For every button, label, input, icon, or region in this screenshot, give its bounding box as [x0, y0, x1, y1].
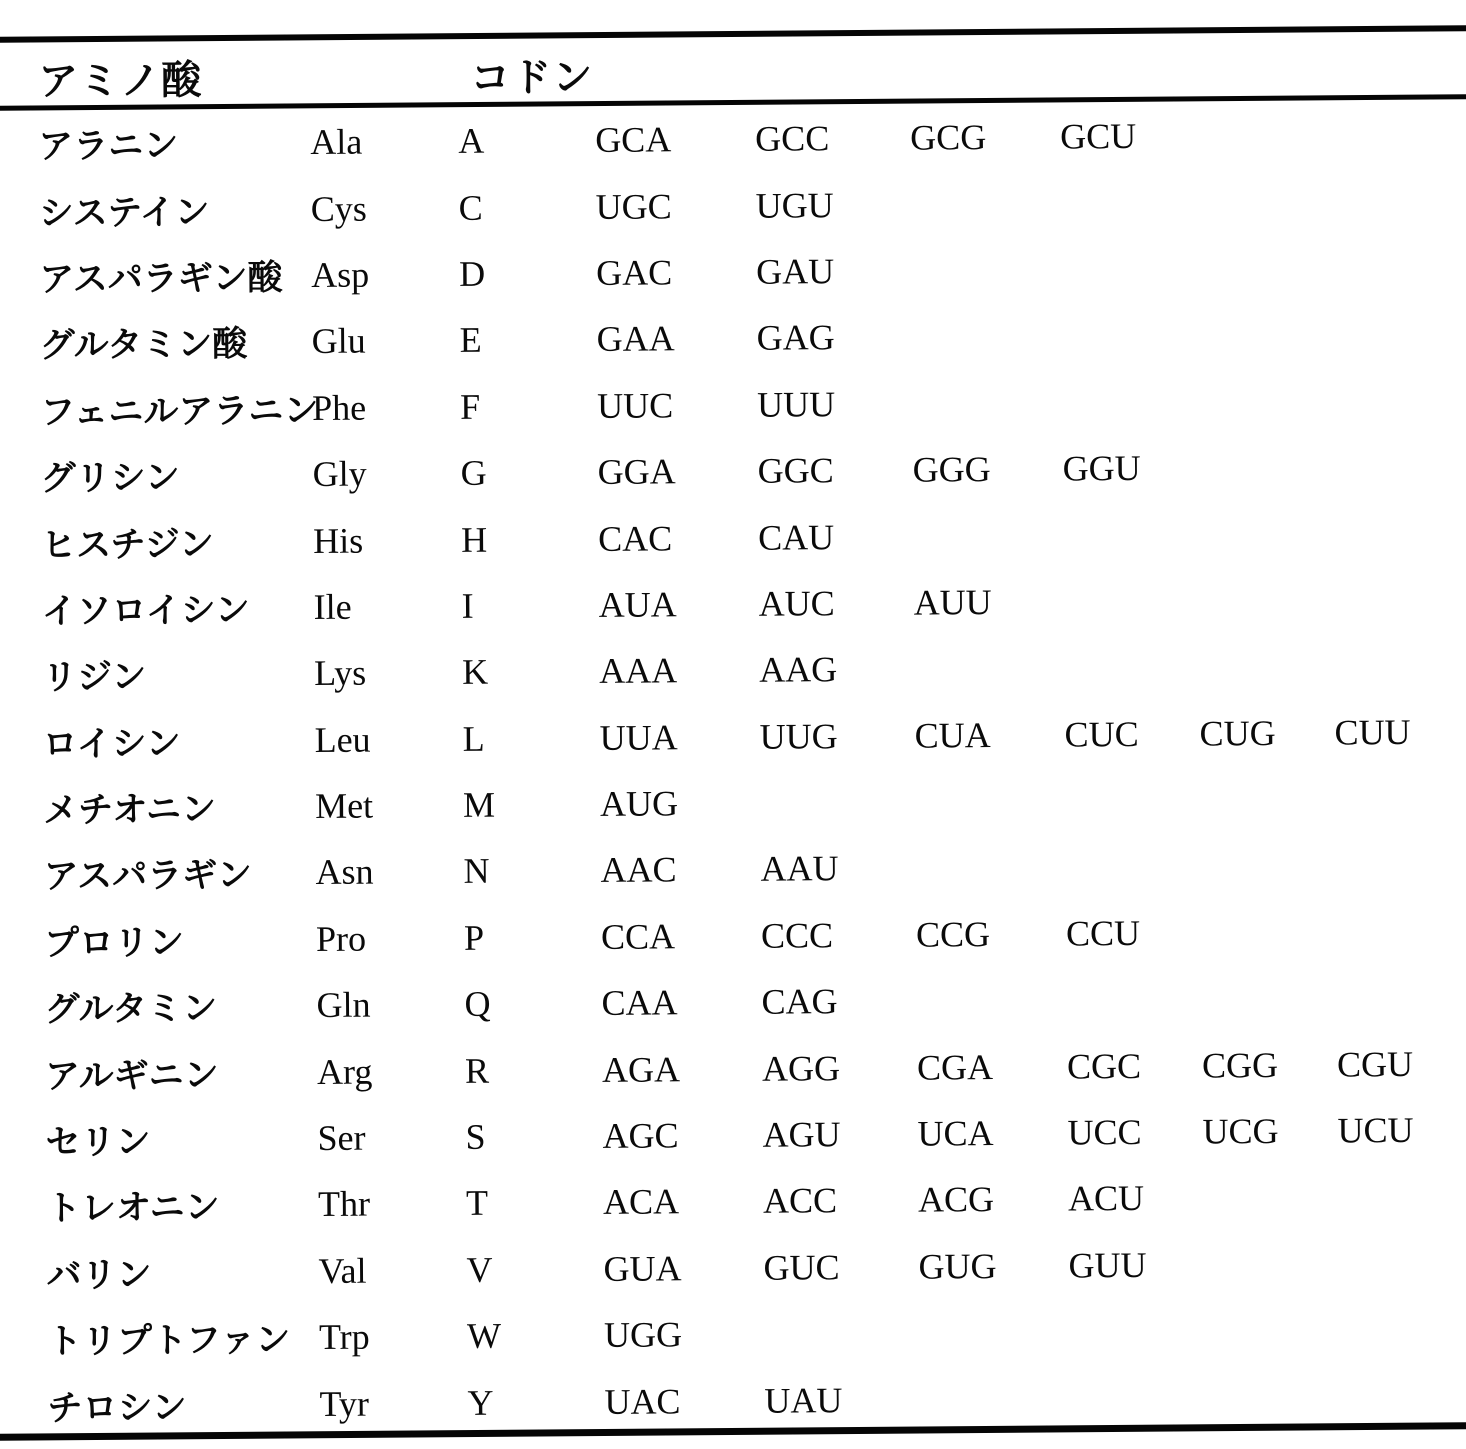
amino-acid-row [42, 698, 1466, 775]
codon-cell: CUG [1199, 712, 1276, 754]
amino-acid-name-jp: トリプトファン [46, 1320, 291, 1362]
amino-acid-code-3letter: Ile [313, 586, 352, 627]
codon-cell: CCG [915, 913, 991, 955]
amino-acid-code-3letter: Gly [312, 453, 367, 495]
codon-cell: CGG [1201, 1044, 1279, 1086]
amino-acid-code-3letter: Ala [310, 121, 363, 163]
codon-cell: AGU [762, 1114, 841, 1155]
codon-cell: AAC [600, 849, 677, 891]
codon-cell [1335, 798, 1466, 799]
amino-acid-row [46, 1229, 1466, 1306]
codon-cell: CCU [1065, 912, 1141, 954]
codon-cell: GUC [763, 1246, 840, 1288]
codon-cell: AAA [598, 650, 678, 692]
amino-acid-code-3letter: His [313, 520, 364, 561]
codon-cell [1336, 930, 1466, 931]
amino-acid-row [45, 1096, 1466, 1173]
codon-cell: UCG [1202, 1110, 1279, 1152]
codon-cell [1061, 202, 1196, 203]
codon-cell [1066, 866, 1201, 867]
codon-cell [1199, 666, 1334, 667]
codon-cell [1198, 467, 1333, 468]
amino-acid-code-3letter: Arg [316, 1051, 373, 1092]
amino-acid-row [40, 432, 1466, 509]
amino-acid-name-jp: プロリン [43, 922, 185, 963]
codon-cell: AGG [761, 1047, 841, 1089]
codon-cell: ACC [762, 1180, 838, 1222]
codon-cell [1200, 799, 1335, 800]
codon-cell [1062, 335, 1197, 336]
amino-acid-code-1letter: P [463, 917, 485, 958]
codon-cell: GUG [918, 1245, 997, 1287]
codon-cell [1337, 997, 1466, 998]
codon-cell: ACA [602, 1181, 680, 1223]
amino-acid-name-jp: アラニン [38, 126, 179, 167]
codon-cell [1069, 1397, 1204, 1398]
codon-cell: GCA [595, 119, 672, 161]
amino-acid-code-1letter: Q [464, 983, 491, 1025]
amino-acid-code-3letter: Tyr [319, 1383, 370, 1424]
codon-cell [1198, 533, 1333, 534]
codon-cell: UUG [759, 715, 838, 757]
codon-cell [1331, 200, 1466, 201]
amino-acid-name-jp: トレオニン [45, 1188, 220, 1229]
amino-acid-row [39, 300, 1466, 377]
table-header-row [0, 39, 1466, 102]
codon-cell: AUC [758, 583, 835, 624]
amino-acid-code-1letter: A [458, 120, 485, 162]
codon-cell [1196, 201, 1331, 202]
codon-cell [916, 867, 1066, 868]
codon-cell [1339, 1395, 1466, 1396]
amino-acid-row [42, 632, 1466, 709]
amino-acid-name-jp: メチオニン [42, 789, 217, 831]
amino-acid-code-3letter: Asn [315, 852, 374, 893]
amino-acid-row [43, 831, 1466, 908]
codon-cell [1333, 466, 1466, 467]
amino-acid-code-1letter: S [465, 1116, 486, 1157]
amino-acid-code-1letter: K [461, 652, 489, 693]
amino-acid-row [40, 366, 1466, 443]
codon-cell [1338, 1196, 1466, 1197]
amino-acid-name-jp: グルタミン [44, 988, 218, 1030]
amino-acid-code-1letter: W [466, 1315, 502, 1357]
codon-cell [912, 336, 1062, 337]
codon-cell: GGG [912, 449, 991, 490]
amino-acid-name-jp: グルタミン酸 [39, 324, 248, 366]
amino-acid-code-3letter: Val [318, 1250, 367, 1291]
codon-cell: UUU [757, 383, 836, 425]
amino-acid-code-3letter: Ser [317, 1117, 366, 1159]
amino-acid-row [38, 101, 1466, 178]
codon-cell: CCC [760, 915, 834, 956]
codon-cell [919, 1332, 1069, 1333]
codon-cell [764, 1333, 919, 1334]
amino-acid-code-3letter: Met [314, 785, 374, 827]
codon-cell [1334, 598, 1466, 599]
column-header-codon: コドン [470, 55, 594, 101]
amino-acid-code-1letter: V [466, 1249, 493, 1290]
amino-acid-code-3letter: Leu [314, 719, 371, 760]
codon-cell [911, 203, 1061, 204]
codon-cell [1336, 864, 1466, 865]
codon-cell [1201, 865, 1336, 866]
amino-acid-code-3letter: Asp [311, 254, 370, 295]
codon-cell: AGA [601, 1048, 681, 1090]
amino-acid-code-3letter: Pro [315, 918, 367, 959]
amino-acid-name-jp: バリン [46, 1255, 152, 1295]
amino-acid-code-3letter: Cys [310, 188, 367, 229]
amino-acid-name-jp: イソロイシン [41, 590, 250, 631]
amino-acid-code-1letter: N [463, 851, 490, 892]
codon-cell: CCA [600, 916, 676, 957]
codon-cell: GUU [1068, 1244, 1147, 1286]
codon-cell: UGG [603, 1314, 683, 1356]
codon-cell [1203, 1197, 1338, 1198]
codon-cell [1331, 266, 1466, 267]
codon-cell [1065, 800, 1200, 801]
codon-cell: CAG [761, 981, 838, 1022]
amino-acid-code-1letter: T [465, 1183, 489, 1224]
amino-acid-row [43, 764, 1466, 841]
codon-cell [1195, 135, 1330, 136]
amino-acid-name-jp: アスパラギン酸 [39, 258, 283, 299]
codon-cell: GGC [757, 450, 834, 491]
codon-cell [1064, 600, 1199, 601]
codon-cell: CUC [1064, 713, 1139, 755]
amino-acid-code-1letter: D [459, 253, 486, 294]
codon-cell: GUA [603, 1248, 682, 1289]
codon-cell [1338, 1262, 1466, 1263]
codon-cell [1069, 1331, 1204, 1332]
codon-cell [915, 801, 1065, 802]
codon-cell: GAA [596, 318, 675, 360]
codon-cell: CUU [1334, 711, 1411, 753]
amino-acid-row [41, 499, 1466, 576]
codon-cell: UAU [764, 1379, 843, 1421]
codon-cell: AUU [913, 581, 992, 623]
amino-acid-code-1letter: L [462, 718, 485, 759]
codon-cell [911, 269, 1061, 270]
codon-cell [1204, 1330, 1339, 1331]
amino-acid-row [44, 964, 1466, 1041]
codon-cell [1063, 534, 1198, 535]
codon-cell: AAG [758, 649, 838, 691]
codon-cell [1199, 599, 1334, 600]
amino-acid-code-1letter: Y [467, 1382, 494, 1423]
amino-acid-code-1letter: F [460, 386, 481, 427]
codon-cell [1061, 268, 1196, 269]
codon-cell: UGU [755, 184, 834, 226]
amino-acid-code-1letter: G [460, 452, 487, 494]
codon-cell [1197, 400, 1332, 401]
codon-cell: GAC [596, 252, 673, 293]
amino-acid-row [39, 233, 1466, 310]
codon-cell [1330, 134, 1466, 135]
codon-cell: AUG [599, 783, 679, 824]
amino-acid-name-jp: ヒスチジン [41, 524, 215, 565]
amino-acid-code-1letter: E [459, 320, 482, 361]
amino-acid-code-3letter: Thr [317, 1184, 371, 1225]
codon-cell: CGA [916, 1046, 994, 1088]
codon-cell [1201, 931, 1336, 932]
codon-cell [1333, 532, 1466, 533]
codon-cell: GCC [755, 118, 830, 159]
codon-cell [1064, 667, 1199, 668]
amino-acid-code-1letter: H [461, 519, 488, 560]
amino-acid-row [44, 897, 1466, 974]
codon-cell [914, 668, 1064, 669]
codon-cell: UGC [595, 185, 672, 227]
codon-cell: GCG [910, 117, 987, 158]
codon-cell: UUC [597, 385, 674, 426]
codon-cell [1203, 1263, 1338, 1264]
codon-cell: GCU [1060, 116, 1137, 157]
codon-cell [1197, 334, 1332, 335]
amino-acid-name-jp: システイン [38, 192, 210, 233]
codon-cell [1332, 399, 1466, 400]
amino-acid-code-3letter: Gln [316, 984, 371, 1026]
codon-cell: UAC [604, 1380, 681, 1422]
amino-acid-code-3letter: Phe [312, 387, 367, 428]
amino-acid-row [46, 1163, 1466, 1240]
codon-cell [1062, 401, 1197, 402]
codon-cell: ACG [917, 1179, 995, 1221]
codon-cell: UUA [599, 717, 678, 758]
amino-acid-code-3letter: Lys [313, 652, 367, 694]
amino-acid-row [38, 167, 1466, 244]
table-body [38, 101, 1466, 1439]
codon-cell [1204, 1396, 1339, 1397]
amino-acid-code-1letter: R [464, 1050, 490, 1091]
amino-acid-name-jp: ロイシン [42, 723, 181, 764]
codon-cell [1339, 1329, 1466, 1330]
codon-cell [912, 402, 1062, 403]
amino-acid-name-jp: フェニルアラニン [40, 390, 319, 432]
amino-acid-name-jp: セリン [45, 1122, 151, 1163]
amino-acid-row [41, 565, 1466, 642]
codon-cell: GAU [756, 251, 835, 292]
amino-acid-code-1letter: C [458, 187, 483, 228]
codon-cell [1196, 267, 1331, 268]
codon-cell [917, 1000, 1067, 1001]
codon-cell: CGC [1066, 1045, 1142, 1087]
amino-acid-name-jp: グリシン [40, 458, 180, 499]
amino-acid-code-3letter: Glu [311, 320, 366, 362]
column-header-amino-acid: アミノ酸 [38, 58, 203, 104]
amino-acid-name-jp: アスパラギン [43, 855, 253, 897]
codon-cell: GGU [1062, 448, 1141, 489]
codon-cell [1332, 333, 1466, 334]
codon-cell [1202, 998, 1337, 999]
codon-cell: ACU [1067, 1178, 1145, 1219]
amino-acid-code-1letter: I [461, 585, 474, 626]
amino-acid-row [45, 1030, 1466, 1107]
codon-cell: AAU [760, 848, 839, 890]
codon-cell [913, 535, 1063, 536]
codon-cell [1067, 999, 1202, 1000]
codon-cell: UCC [1067, 1111, 1142, 1153]
codon-cell: CAC [598, 517, 673, 559]
amino-acid-row [47, 1296, 1466, 1373]
codon-cell: CAU [757, 516, 835, 558]
codon-cell: AUA [598, 584, 677, 625]
amino-acid-name-jp: チロシン [47, 1387, 187, 1428]
codon-cell: CAA [601, 982, 678, 1024]
codon-cell: CGU [1336, 1043, 1414, 1085]
amino-acid-code-1letter: M [462, 784, 496, 825]
codon-cell: GGA [597, 451, 676, 493]
codon-cell: GAG [756, 317, 835, 359]
codon-cell [919, 1398, 1069, 1399]
codon-cell: UCU [1337, 1109, 1414, 1151]
codon-cell [1334, 665, 1466, 666]
codon-cell: UCA [917, 1113, 994, 1154]
codon-cell [760, 802, 915, 803]
amino-acid-code-3letter: Trp [318, 1316, 370, 1358]
codon-cell: CUA [914, 714, 991, 756]
codon-cell: AGC [602, 1115, 679, 1156]
amino-acid-name-jp: リジン [42, 657, 147, 698]
amino-acid-name-jp: アルギニン [44, 1055, 219, 1096]
